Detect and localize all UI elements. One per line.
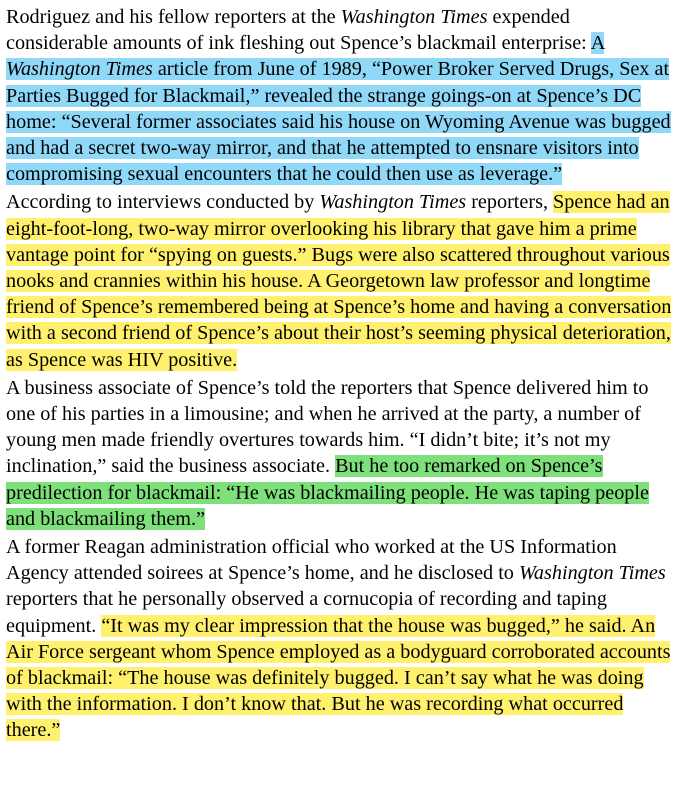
paragraph-4-text-b: reporters that he personally observed a cornucopia of recording and taping equipment. — [6, 588, 607, 637]
paragraph-2-text-a: According to interviews conducted by — [6, 191, 320, 214]
paragraph-3-text: A business associate of Spence’s told the reporters that Spence delivered him to one of his parties in a limousine; and when he arrived at the party, a number of young men made friendly overtures towards him. “I didn’t bite; it’s not my inclination,” said the business associate. — [6, 376, 649, 478]
paragraph-1 — [6, 4, 676, 187]
paragraph-1-highlight-text-a: A — [590, 32, 605, 55]
paragraph-1-highlight-italic-publication: Washington Times — [6, 58, 153, 81]
paragraph-1-blue-highlight — [6, 32, 671, 185]
paragraph-1-text-a: Rodriguez and his fellow reporters at the — [6, 6, 341, 28]
paragraph-4-yellow-highlight: “It was my clear impression that the house was bugged,” he said. An Air Force sergeant whom Spence employed as a bodyguard corroborated accounts of blackmail: “The house was definitely bugged. I can’t say what he was doing with the information. I don’t know that. But he was recording what occurred there.” — [6, 614, 671, 742]
paragraph-1-text-b: expended considerable amounts of ink fleshing out Spence’s blackmail enterprise: — [6, 6, 591, 55]
paragraph-2-yellow-highlight: Spence had an eight-foot-long, two-way mirror overlooking his library that gave him a prime vantage point for “spying on guests.” Bugs were also scattered throughout various nooks and crannies within his house. A Georgetown law professor and longtime friend of Spence’s remembered being at Spence’s home and having a conversation with a second friend of Spence’s about their host’s seeming physical deterioration, as Spence was HIV positive. — [6, 191, 672, 371]
paragraph-3-green-highlight: But he too remarked on Spence’s predilection for blackmail: “He was blackmailing people. He was taping people and blackmailing them.” — [6, 455, 649, 530]
paragraph-4-italic-publication: Washington Times — [518, 562, 666, 585]
paragraph-3 — [6, 375, 676, 532]
paragraph-2-italic-publication: Washington Times — [319, 191, 467, 214]
paragraph-4 — [6, 534, 676, 744]
paragraph-1-highlight-text-b: article from June of 1989, “Power Broker Served Drugs, Sex at Parties Bugged for Blackmail,” revealed the strange goings-on at Spence’s DC home: “Several former associates said his house on Wyoming Avenue was bugged and had a secret two-way mirror, and that he attempted to ensnare visitors into compromising sexual encounters that he could then use as leverage.” — [6, 58, 671, 186]
paragraph-2-text-b: reporters, — [466, 191, 554, 214]
paragraph-2 — [6, 189, 676, 372]
paragraph-1-italic-publication: Washington Times — [340, 6, 488, 28]
paragraph-4-text-a: A former Reagan administration official who worked at the US Information Agency attended soirees at Spence’s home, and he disclosed to — [6, 536, 617, 585]
